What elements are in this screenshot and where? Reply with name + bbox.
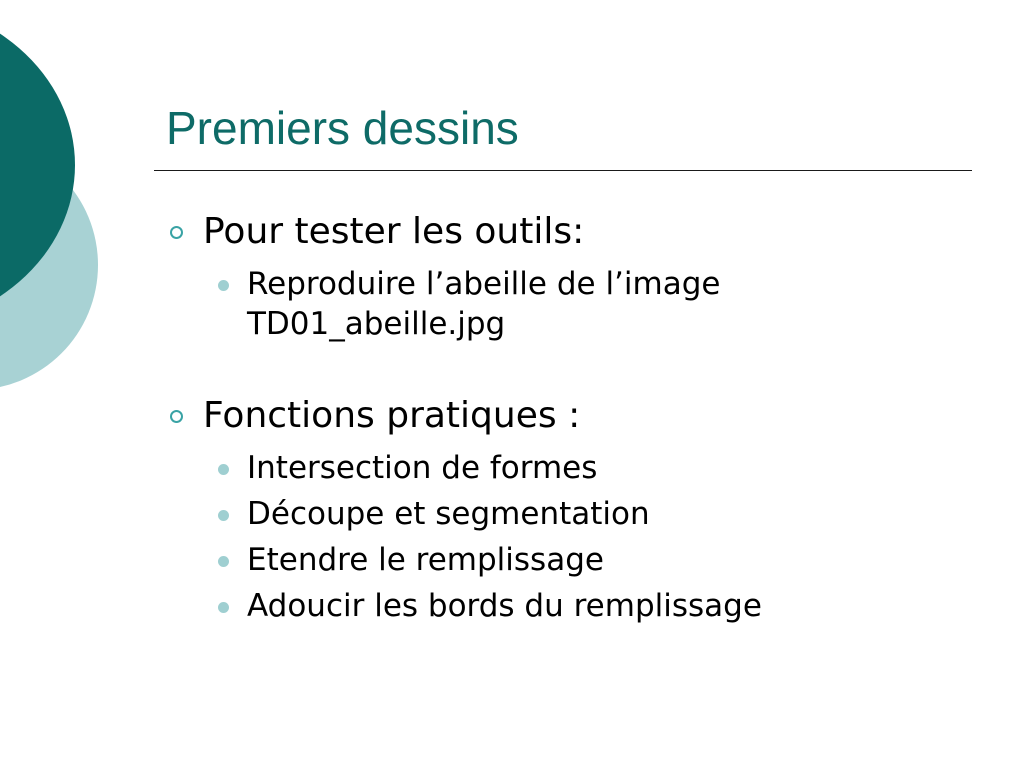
bullet-level2-text: Reproduire l’abeille de l’image bbox=[247, 266, 721, 302]
bullet-level2-text: Découpe et segmentation bbox=[247, 496, 650, 532]
bullet-level2-text: Adoucir les bords du remplissage bbox=[247, 588, 762, 624]
dot-bullet-icon bbox=[218, 280, 229, 291]
bullet-level2-text-continued: TD01_abeille.jpg bbox=[247, 306, 506, 342]
bullet-level2 bbox=[160, 261, 980, 347]
section-spacer bbox=[160, 347, 980, 387]
bullet-level2 bbox=[160, 583, 980, 629]
bullet-level1 bbox=[160, 203, 980, 261]
bullet-level2 bbox=[160, 445, 980, 491]
bullet-level2 bbox=[160, 491, 980, 537]
dot-bullet-icon bbox=[218, 464, 229, 475]
dot-bullet-icon bbox=[218, 510, 229, 521]
bullet-level1 bbox=[160, 387, 980, 445]
sub-bullet-list bbox=[160, 261, 980, 347]
dot-bullet-icon bbox=[218, 602, 229, 613]
title-divider bbox=[154, 170, 972, 171]
bullet-level1-text: Pour tester les outils: bbox=[203, 211, 585, 252]
ring-bullet-icon bbox=[170, 410, 183, 423]
bullet-level1-text: Fonctions pratiques : bbox=[203, 395, 581, 436]
sub-bullet-list bbox=[160, 445, 980, 629]
bullet-level2 bbox=[160, 537, 980, 583]
bullet-level2-text: Intersection de formes bbox=[247, 450, 598, 486]
bullet-level2-text: Etendre le remplissage bbox=[247, 542, 604, 578]
slide-title: Premiers dessins bbox=[166, 102, 519, 154]
ring-bullet-icon bbox=[170, 226, 183, 239]
slide-body bbox=[160, 203, 980, 629]
dot-bullet-icon bbox=[218, 556, 229, 567]
